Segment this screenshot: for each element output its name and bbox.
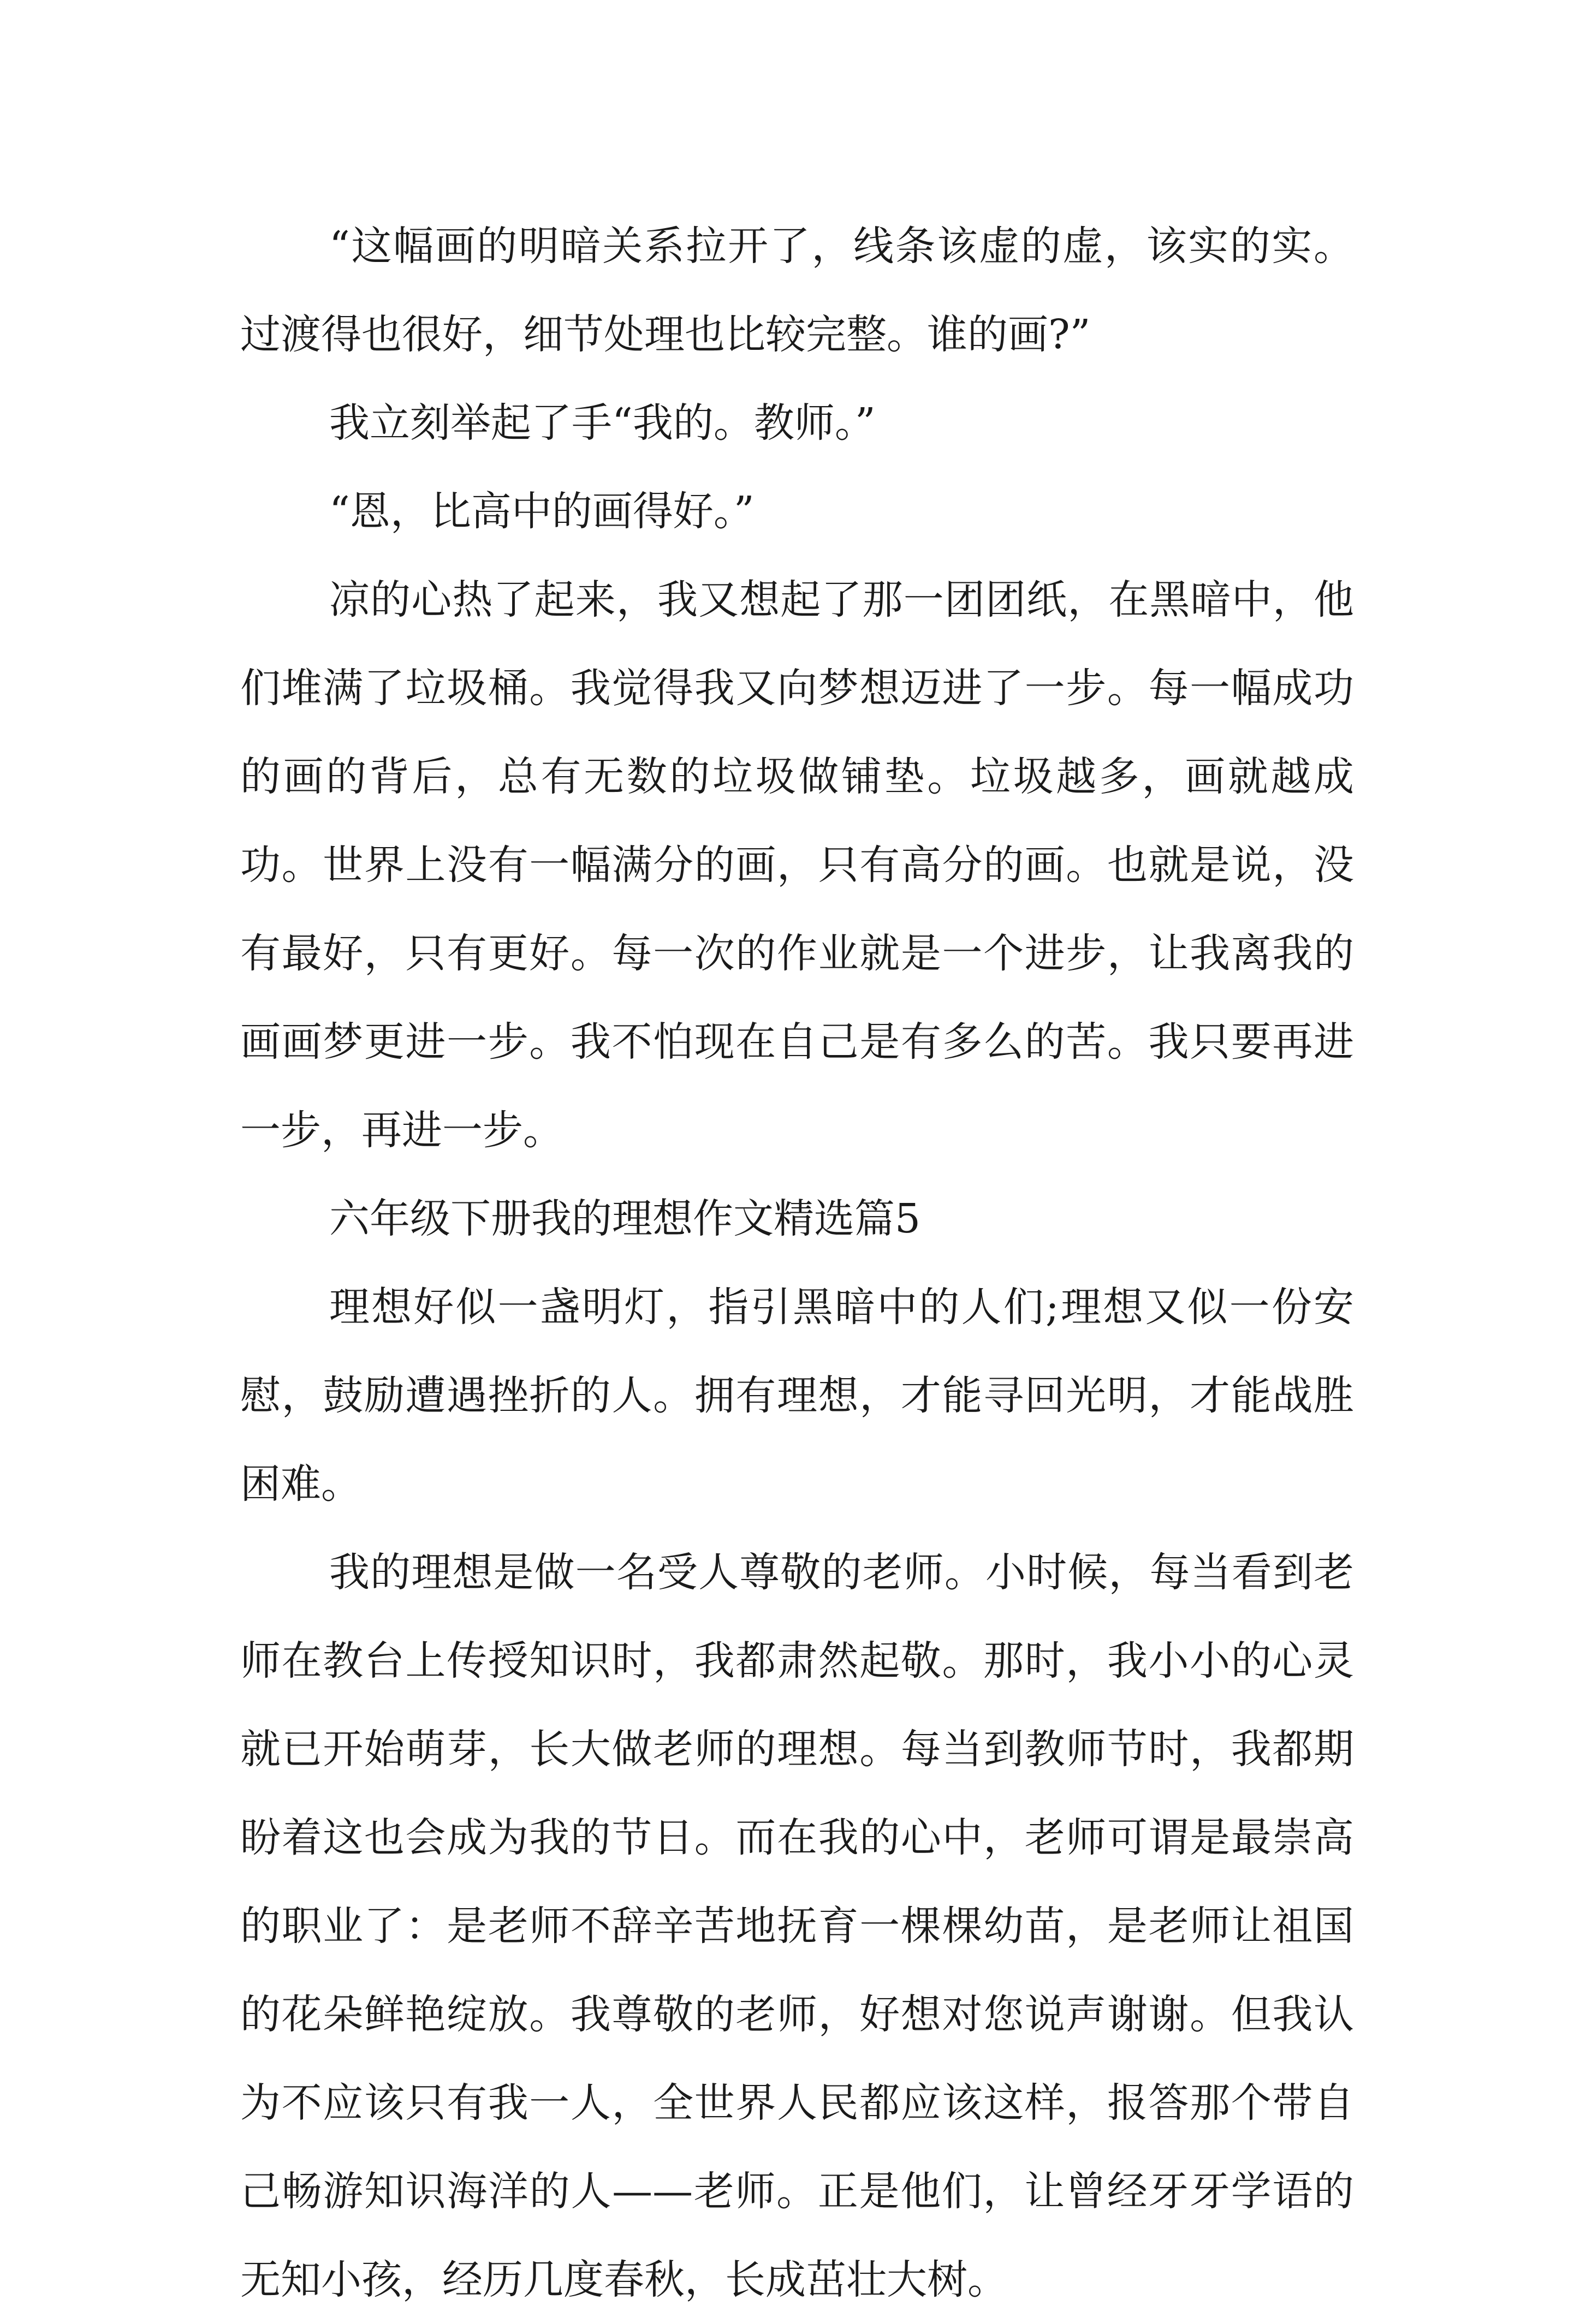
section-heading: 六年级下册我的理想作文精选篇5 (329, 1195, 921, 1242)
paragraph-raise-hand: 我立刻举起了手“我的。教师。” (329, 400, 876, 446)
paragraph-ideal-intro: 理想好似一盏明灯，指引黑暗中的人们;理想又似一份安慰，鼓励遭遇挫折的人。拥有理想，才能寻回光明，才能战胜困难。 (240, 1284, 1354, 1507)
paragraph-teacher-reply: “恩，比高中的画得好。” (329, 488, 755, 535)
paragraph-teacher-dream: 我的理想是做一名受人尊敬的老师。小时候，每当看到老师在教台上传授知识时，我都肃然起敬。那时，我小小的心灵就已开始萌芽，长大做老师的理想。每当到教师节时，我都期盼着这也会成为我的节日。而在我的心中，老师可谓是最崇高的职业了：是老师不辞辛苦地抚育一棵棵幼苗，是老师让祖国的花朵鲜艳绽放。我尊敬的老师，好想对您说声谢谢。但我认为不应该只有我一人，全世界人民都应该这样，报答那个带自己畅游知识海洋的人——老师。正是他们，让曾经牙牙学语的无知小孩，经历几度春秋，长成茁壮大树。 (240, 1549, 1354, 2303)
paragraph-art-critique: “这幅画的明暗关系拉开了，线条该虚的虚，该实的实。过渡得也很好，细节处理也比较完整。谁的画?” (240, 223, 1354, 358)
paragraph-reflection: 凉的心热了起来，我又想起了那一团团纸，在黑暗中，他们堆满了垃圾桶。我觉得我又向梦想迈进了一步。每一幅成功的画的背后，总有无数的垃圾做铺垫。垃圾越多，画就越成功。世界上没有一幅满分的画，只有高分的画。也就是说，没有最好，只有更好。每一次的作业就是一个进步，让我离我的画画梦更进一步。我不怕现在自己是有多么的苦。我只要再进一步，再进一步。 (240, 576, 1354, 1154)
document-body (240, 202, 1354, 2324)
